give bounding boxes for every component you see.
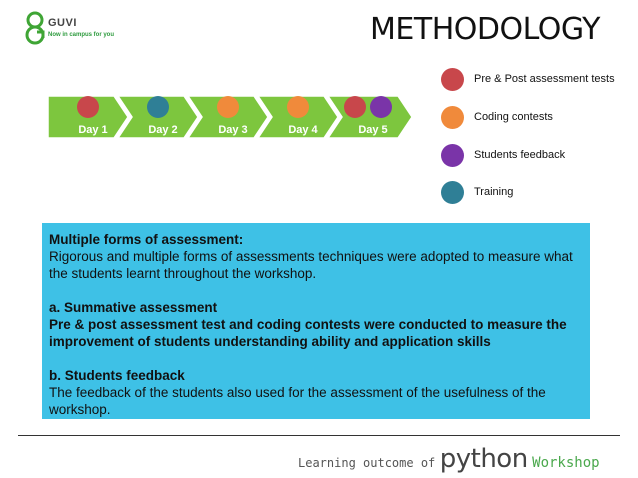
guvi-logo (24, 10, 134, 48)
activity-dot-orange (287, 96, 309, 118)
legend-label: Coding contests (474, 111, 553, 123)
legend-label: Pre & Post assessment tests (474, 73, 615, 85)
panel-heading: Multiple forms of assessment: (49, 232, 244, 247)
day-label: Day 2 (148, 124, 178, 136)
panel-intro: Rigorous and multiple forms of assessments techniques were adopted to measure what the students learnt throughout the workshop. (49, 249, 573, 281)
logo-tagline: Now in campus for you (48, 32, 115, 38)
activity-dot-red (344, 96, 366, 118)
footer-divider (18, 435, 620, 436)
section-b-body: The feedback of the students also used for the assessment of the usefulness of the workshop. (49, 385, 546, 417)
section-a-body: Pre & post assessment test and coding contests were conducted to measure the improvement of students understanding ability and application skills (49, 317, 567, 349)
guvi-g-icon (24, 10, 46, 46)
footer-prefix: Learning outcome of (298, 456, 436, 470)
page-title: METHODOLOGY (370, 12, 600, 47)
footer (298, 444, 600, 474)
activity-dot-orange (217, 96, 239, 118)
day-label: Day 4 (288, 124, 318, 136)
day-label: Day 1 (78, 124, 108, 136)
legend-label: Students feedback (474, 149, 566, 161)
activity-dot-purple (370, 96, 392, 118)
day-label: Day 3 (218, 124, 248, 136)
assessment-panel (42, 223, 590, 419)
legend-dot-orange (441, 106, 464, 129)
section-a-title: a. Summative assessment (49, 300, 218, 315)
section-b-title: b. Students feedback (49, 368, 185, 383)
activity-dot-teal (147, 96, 169, 118)
legend-label: Training (474, 186, 514, 198)
legend-dot-red (441, 68, 464, 91)
logo-name: GUVI (48, 17, 77, 29)
legend-dot-purple (441, 144, 464, 167)
activity-dot-red (77, 96, 99, 118)
legend-dot-teal (441, 181, 464, 204)
footer-brand: python (439, 444, 528, 474)
footer-suffix: Workshop (532, 455, 600, 471)
day-label: Day 5 (358, 124, 388, 136)
